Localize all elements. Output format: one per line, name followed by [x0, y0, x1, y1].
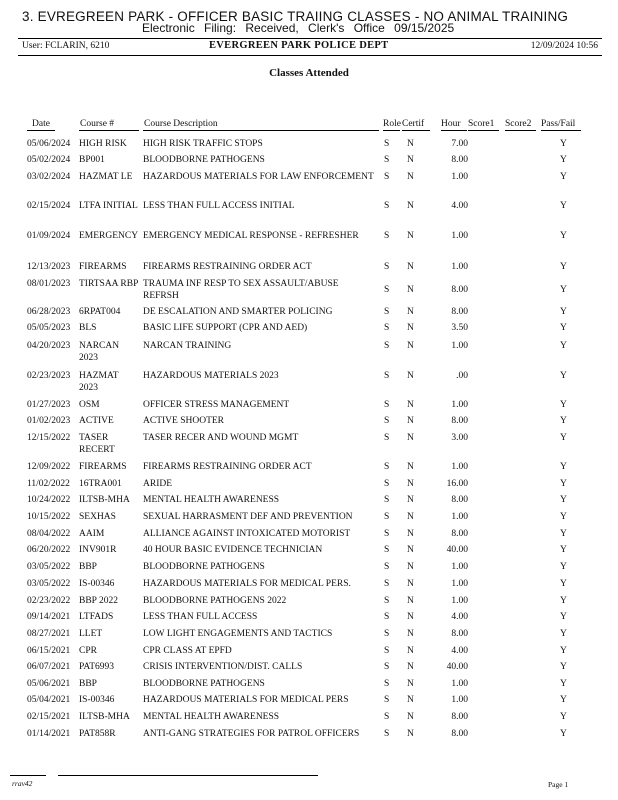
row-pass-fail: Y — [560, 679, 567, 689]
row-pass-fail: Y — [560, 231, 567, 241]
row-hours: 3.50 — [451, 323, 468, 333]
col-header-role: Role — [383, 119, 401, 129]
row-hours: 16.00 — [446, 479, 468, 489]
row-hours: 7.00 — [451, 139, 468, 149]
row-date: 06/15/2021 — [27, 646, 71, 656]
row-role: S — [384, 579, 390, 589]
row-hours: 8.00 — [451, 529, 468, 539]
row-hours: 8.00 — [451, 285, 468, 295]
row-pass-fail: Y — [560, 695, 567, 705]
row-date: 01/14/2021 — [27, 729, 71, 739]
row-course-number: NARCAN 2023 — [79, 341, 120, 363]
row-certif: N — [407, 562, 414, 572]
row-date: 12/13/2023 — [27, 262, 71, 272]
row-date: 03/02/2024 — [27, 172, 71, 182]
row-date: 06/28/2023 — [27, 307, 71, 317]
row-certif: N — [407, 629, 414, 639]
row-certif: N — [407, 729, 414, 739]
row-date: 01/09/2024 — [27, 231, 71, 241]
row-certif: N — [407, 262, 414, 272]
row-course-number: BBP — [79, 562, 97, 572]
row-role: S — [384, 307, 390, 317]
row-description: SEXUAL HARRASMENT DEF AND PREVENTION — [143, 512, 353, 522]
row-course-number: FIREARMS — [79, 262, 127, 272]
row-pass-fail: Y — [560, 612, 567, 622]
row-description: FIREARMS RESTRAINING ORDER ACT — [143, 262, 312, 272]
row-pass-fail: Y — [560, 262, 567, 272]
row-date: 05/06/2021 — [27, 679, 71, 689]
row-role: S — [384, 629, 390, 639]
row-description: ANTI-GANG STRATEGIES FOR PATROL OFFICERS — [143, 729, 360, 739]
row-pass-fail: Y — [560, 579, 567, 589]
divider — [58, 775, 318, 776]
row-description: HAZARDOUS MATERIALS 2023 — [143, 371, 279, 381]
row-date: 06/20/2022 — [27, 545, 71, 555]
row-course-number: ILTSB-MHA — [79, 712, 130, 722]
row-date: 10/15/2022 — [27, 512, 71, 522]
footer-mark: rrav42 — [12, 779, 33, 788]
row-description: CPR CLASS AT EPFD — [143, 646, 232, 656]
row-hours: 1.00 — [451, 512, 468, 522]
row-date: 12/09/2022 — [27, 462, 71, 472]
filing-stamp: Electronic Filing: Received, Clerk's Office 09/15/2025 — [142, 21, 455, 35]
row-pass-fail: Y — [560, 371, 567, 381]
row-date: 05/06/2024 — [27, 139, 71, 149]
row-description: BLOODBORNE PATHOGENS — [143, 155, 265, 165]
row-course-number: CPR — [79, 646, 97, 656]
row-course-number: LTFA INITIAL — [79, 201, 138, 211]
row-role: S — [384, 262, 390, 272]
row-role: S — [384, 646, 390, 656]
row-role: S — [384, 371, 390, 381]
row-role: S — [384, 545, 390, 555]
row-description: BLOODBORNE PATHOGENS 2022 — [143, 596, 287, 606]
row-date: 08/01/2023 — [27, 279, 71, 289]
row-role: S — [384, 231, 390, 241]
row-hours: 1.00 — [451, 596, 468, 606]
row-certif: N — [407, 612, 414, 622]
row-role: S — [384, 612, 390, 622]
row-date: 02/15/2024 — [27, 201, 71, 211]
row-course-number: ILTSB-MHA — [79, 495, 130, 505]
row-date: 03/05/2022 — [27, 579, 71, 589]
row-date: 05/04/2021 — [27, 695, 71, 705]
row-hours: 4.00 — [451, 612, 468, 622]
row-hours: 1.00 — [451, 341, 468, 351]
row-hours: .00 — [456, 371, 468, 381]
row-certif: N — [407, 695, 414, 705]
row-description: LOW LIGHT ENGAGEMENTS AND TACTICS — [143, 629, 333, 639]
row-description: HAZARDOUS MATERIALS FOR LAW ENFORCEMENT — [143, 172, 374, 182]
row-role: S — [384, 495, 390, 505]
row-course-number: BBP — [79, 679, 97, 689]
row-role: S — [384, 712, 390, 722]
row-course-number: AAIM — [79, 529, 105, 539]
row-date: 04/20/2023 — [27, 341, 71, 351]
row-certif: N — [407, 433, 414, 443]
row-certif: N — [407, 231, 414, 241]
row-date: 06/07/2021 — [27, 662, 71, 672]
col-header-score2: Score2 — [505, 119, 532, 129]
row-description: TRAUMA INF RESP TO SEX ASSAULT/ABUSE REFRSH — [143, 279, 339, 301]
row-certif: N — [407, 416, 414, 426]
row-role: S — [384, 679, 390, 689]
row-course-number: HIGH RISK — [79, 139, 127, 149]
row-pass-fail: Y — [560, 139, 567, 149]
row-role: S — [384, 596, 390, 606]
row-date: 09/14/2021 — [27, 612, 71, 622]
row-course-number: SEXHAS — [79, 512, 116, 522]
row-certif: N — [407, 285, 414, 295]
row-pass-fail: Y — [560, 512, 567, 522]
row-date: 05/02/2024 — [27, 155, 71, 165]
row-course-number: HAZMAT 2023 — [79, 371, 119, 393]
row-pass-fail: Y — [560, 172, 567, 182]
row-date: 12/15/2022 — [27, 433, 71, 443]
row-description: HIGH RISK TRAFFIC STOPS — [143, 139, 263, 149]
row-certif: N — [407, 479, 414, 489]
row-hours: 8.00 — [451, 155, 468, 165]
row-course-number: IS-00346 — [79, 695, 115, 705]
row-date: 08/27/2021 — [27, 629, 71, 639]
row-role: S — [384, 729, 390, 739]
col-header-description: Course Description — [144, 119, 218, 129]
row-course-number: FIREARMS — [79, 462, 127, 472]
row-pass-fail: Y — [560, 462, 567, 472]
row-role: S — [384, 400, 390, 410]
row-role: S — [384, 172, 390, 182]
row-course-number: EMERGENCY — [79, 231, 139, 241]
row-pass-fail: Y — [560, 712, 567, 722]
row-pass-fail: Y — [560, 416, 567, 426]
row-hours: 3.00 — [451, 433, 468, 443]
row-certif: N — [407, 512, 414, 522]
row-role: S — [384, 662, 390, 672]
row-course-number: LLET — [79, 629, 103, 639]
row-date: 01/27/2023 — [27, 400, 71, 410]
row-description: BLOODBORNE PATHOGENS — [143, 679, 265, 689]
row-hours: 8.00 — [451, 712, 468, 722]
row-certif: N — [407, 545, 414, 555]
row-certif: N — [407, 201, 414, 211]
row-certif: N — [407, 495, 414, 505]
row-role: S — [384, 323, 390, 333]
row-course-number: BBP 2022 — [79, 596, 118, 606]
row-pass-fail: Y — [560, 307, 567, 317]
row-pass-fail: Y — [560, 400, 567, 410]
row-pass-fail: Y — [560, 545, 567, 555]
row-pass-fail: Y — [560, 596, 567, 606]
divider — [10, 775, 46, 776]
row-role: S — [384, 512, 390, 522]
row-description: LESS THAN FULL ACCESS — [143, 612, 258, 622]
row-certif: N — [407, 646, 414, 656]
header-department: EVERGREEN PARK POLICE DEPT — [209, 40, 389, 51]
row-role: S — [384, 201, 390, 211]
row-course-number: ACTIVE — [79, 416, 114, 426]
row-pass-fail: Y — [560, 629, 567, 639]
row-description: LESS THAN FULL ACCESS INITIAL — [143, 201, 295, 211]
row-hours: 4.00 — [451, 201, 468, 211]
row-course-number: TASER RECERT — [79, 433, 115, 455]
row-pass-fail: Y — [560, 529, 567, 539]
row-pass-fail: Y — [560, 729, 567, 739]
row-date: 01/02/2023 — [27, 416, 71, 426]
row-date: 03/05/2022 — [27, 562, 71, 572]
row-pass-fail: Y — [560, 155, 567, 165]
row-role: S — [384, 341, 390, 351]
page-number: Page 1 — [548, 780, 569, 789]
row-pass-fail: Y — [560, 646, 567, 656]
row-hours: 8.00 — [451, 495, 468, 505]
row-pass-fail: Y — [560, 341, 567, 351]
row-course-number: BP001 — [79, 155, 105, 165]
row-certif: N — [407, 679, 414, 689]
row-role: S — [384, 433, 390, 443]
col-header-pass-fail: Pass/Fail — [541, 119, 576, 129]
row-course-number: INV901R — [79, 545, 117, 555]
row-date: 05/05/2023 — [27, 323, 71, 333]
row-date: 02/23/2023 — [27, 371, 71, 381]
row-certif: N — [407, 139, 414, 149]
row-hours: 1.00 — [451, 695, 468, 705]
row-certif: N — [407, 712, 414, 722]
row-hours: 8.00 — [451, 416, 468, 426]
row-course-number: PAT858R — [79, 729, 116, 739]
header-datetime: 12/09/2024 10:56 — [530, 41, 598, 51]
row-description: ACTIVE SHOOTER — [143, 416, 225, 426]
row-course-number: HAZMAT LE — [79, 172, 133, 182]
row-role: S — [384, 529, 390, 539]
row-hours: 1.00 — [451, 400, 468, 410]
row-hours: 1.00 — [451, 562, 468, 572]
row-description: EMERGENCY MEDICAL RESPONSE - REFRESHER — [143, 231, 359, 241]
row-certif: N — [407, 371, 414, 381]
row-role: S — [384, 416, 390, 426]
row-pass-fail: Y — [560, 323, 567, 333]
exhibit-title: 3. EVREGREEN PARK - OFFICER BASIC TRAIING CLASSES - NO ANIMAL TRAINING — [22, 9, 569, 24]
row-course-number: TIRTSAA RBP — [79, 279, 139, 289]
row-pass-fail: Y — [560, 495, 567, 505]
row-description: FIREARMS RESTRAINING ORDER ACT — [143, 462, 312, 472]
row-hours: 4.00 — [451, 646, 468, 656]
row-hours: 8.00 — [451, 307, 468, 317]
col-header-date: Date — [32, 119, 50, 129]
row-certif: N — [407, 307, 414, 317]
row-pass-fail: Y — [560, 433, 567, 443]
row-pass-fail: Y — [560, 285, 567, 295]
row-description: 40 HOUR BASIC EVIDENCE TECHNICIAN — [143, 545, 323, 555]
col-header-certif: Certif — [402, 119, 425, 129]
row-description: OFFICER STRESS MANAGEMENT — [143, 400, 290, 410]
row-course-number: IS-00346 — [79, 579, 115, 589]
row-pass-fail: Y — [560, 201, 567, 211]
row-date: 02/15/2021 — [27, 712, 71, 722]
row-certif: N — [407, 172, 414, 182]
report-title: Classes Attended — [269, 67, 349, 79]
row-course-number: 16TRA001 — [79, 479, 122, 489]
row-hours: 40.00 — [446, 662, 468, 672]
row-hours: 1.00 — [451, 579, 468, 589]
col-header-score1: Score1 — [468, 119, 495, 129]
row-course-number: LTFADS — [79, 612, 114, 622]
header-user: User: FCLARIN, 6210 — [22, 41, 110, 51]
row-certif: N — [407, 400, 414, 410]
row-hours: 40.00 — [446, 545, 468, 555]
row-course-number: OSM — [79, 400, 100, 410]
row-hours: 8.00 — [451, 629, 468, 639]
row-role: S — [384, 285, 390, 295]
row-hours: 8.00 — [451, 729, 468, 739]
row-role: S — [384, 139, 390, 149]
row-date: 08/04/2022 — [27, 529, 71, 539]
row-role: S — [384, 462, 390, 472]
row-description: BASIC LIFE SUPPORT (CPR AND AED) — [143, 323, 308, 333]
row-pass-fail: Y — [560, 562, 567, 572]
row-certif: N — [407, 529, 414, 539]
row-date: 10/24/2022 — [27, 495, 71, 505]
row-hours: 1.00 — [451, 462, 468, 472]
row-date: 11/02/2022 — [27, 479, 70, 489]
row-description: CRISIS INTERVENTION/DIST. CALLS — [143, 662, 303, 672]
row-role: S — [384, 479, 390, 489]
row-role: S — [384, 155, 390, 165]
col-header-course: Course # — [80, 119, 115, 129]
row-certif: N — [407, 155, 414, 165]
row-certif: N — [407, 662, 414, 672]
row-description: MENTAL HEALTH AWARENESS — [143, 495, 280, 505]
row-role: S — [384, 562, 390, 572]
row-hours: 1.00 — [451, 231, 468, 241]
row-hours: 1.00 — [451, 172, 468, 182]
row-certif: N — [407, 579, 414, 589]
row-certif: N — [407, 341, 414, 351]
row-description: HAZARDOUS MATERIALS FOR MEDICAL PERS — [143, 695, 349, 705]
row-hours: 1.00 — [451, 679, 468, 689]
row-hours: 1.00 — [451, 262, 468, 272]
row-pass-fail: Y — [560, 662, 567, 672]
row-description: DE ESCALATION AND SMARTER POLICING — [143, 307, 333, 317]
row-date: 02/23/2022 — [27, 596, 71, 606]
row-description: NARCAN TRAINING — [143, 341, 232, 351]
row-certif: N — [407, 596, 414, 606]
row-description: BLOODBORNE PATHOGENS — [143, 562, 265, 572]
col-header-hours: Hour — [441, 119, 461, 129]
row-course-number: 6RPAT004 — [79, 307, 121, 317]
row-description: ALLIANCE AGAINST INTOXICATED MOTORIST — [143, 529, 351, 539]
row-pass-fail: Y — [560, 479, 567, 489]
row-description: MENTAL HEALTH AWARENESS — [143, 712, 280, 722]
row-course-number: PAT6993 — [79, 662, 115, 672]
row-role: S — [384, 695, 390, 705]
row-description: TASER RECER AND WOUND MGMT — [143, 433, 299, 443]
row-description: HAZARDOUS MATERIALS FOR MEDICAL PERS. — [143, 579, 351, 589]
row-certif: N — [407, 323, 414, 333]
row-description: ARIDE — [143, 479, 173, 489]
row-certif: N — [407, 462, 414, 472]
row-course-number: BLS — [79, 323, 97, 333]
